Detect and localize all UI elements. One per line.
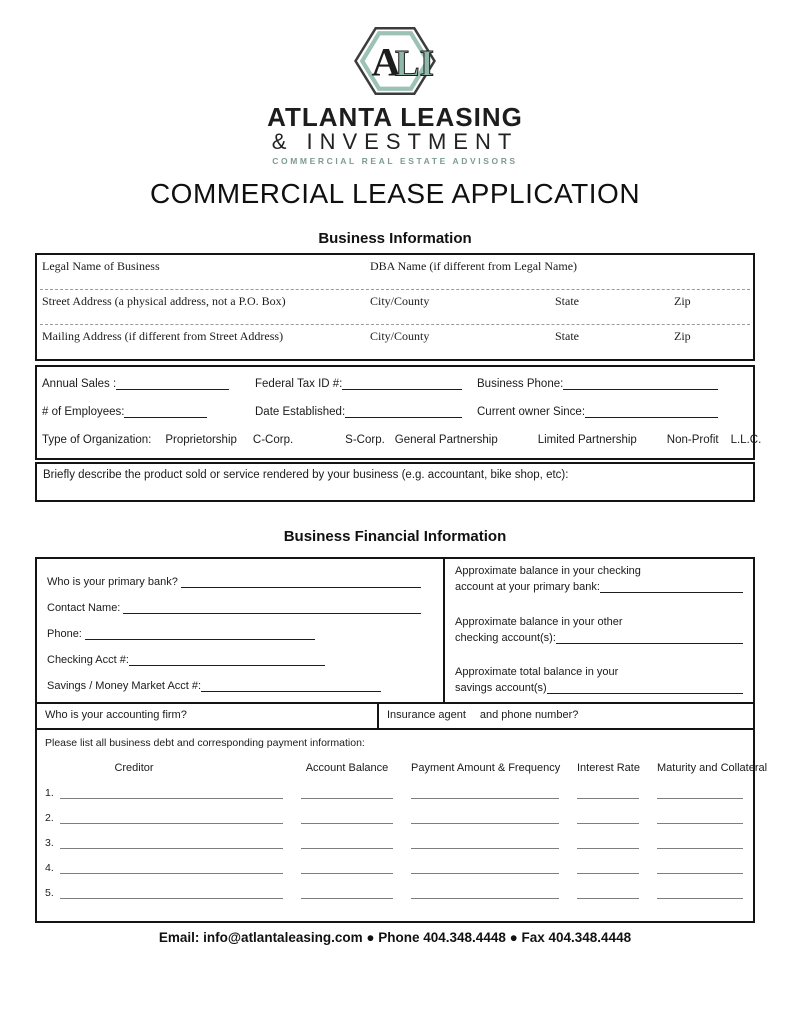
company-logo-hexagon-icon — [353, 22, 437, 100]
business-description-label: Briefly describe the product sold or service rendered by your business (e.g. accountant, bike shop, etc): — [43, 469, 569, 482]
debt-row-4-interest-line[interactable] — [577, 861, 639, 874]
org-type-label: Type of Organization: — [42, 434, 152, 447]
debt-row-3-number: 3. — [45, 837, 54, 850]
debt-row-5-creditor-line[interactable] — [60, 886, 283, 899]
debt-row-5-maturity-line[interactable] — [657, 886, 743, 899]
business-phone-label: Business Phone: — [477, 378, 564, 391]
org-option-c-corp[interactable]: C-Corp. — [252, 434, 294, 447]
debt-table-header — [45, 762, 768, 775]
federal-tax-field — [255, 377, 477, 390]
debt-row-4-balance-line[interactable] — [301, 861, 393, 874]
accounting-firm-cell[interactable] — [37, 704, 377, 728]
brand-name-line2: & INVESTMENT — [271, 129, 519, 154]
owner-since-label: Current owner Since: — [477, 406, 586, 419]
brand-header — [0, 0, 790, 166]
debt-row-2-creditor-line[interactable] — [60, 811, 283, 824]
business-phone-input-line[interactable] — [563, 377, 718, 390]
street-state-label: State — [555, 294, 579, 309]
insurance-agent-label: Insurance agent — [387, 709, 466, 722]
debt-row-5-payment-line[interactable] — [411, 886, 559, 899]
maturity-collateral-column-header: Maturity and Collateral — [657, 762, 768, 775]
debt-row-5-balance-line[interactable] — [301, 886, 393, 899]
dba-name-label: DBA Name (if different from Legal Name) — [370, 259, 578, 274]
org-option-limited-partnership[interactable]: Limited Partnership — [537, 434, 637, 447]
financial-information-box — [35, 557, 768, 923]
bank-contact-field — [47, 597, 433, 614]
savings-acct-field — [47, 675, 433, 692]
payment-amount-column-header: Payment Amount & Frequency — [411, 762, 561, 775]
checking-acct-label: Checking Acct #: — [47, 654, 129, 667]
business-details-box — [35, 365, 762, 460]
primary-bank-label: Who is your primary bank? — [47, 576, 178, 589]
footer-contact-line: Email: info@atlantaleasing.com ● Phone 404.348.4448 ● Fax 404.348.4448 — [158, 930, 632, 945]
checking-balance-line2: account at your primary bank: — [455, 581, 600, 594]
debt-row-5 — [45, 883, 743, 899]
debt-row-3-interest-line[interactable] — [577, 836, 639, 849]
checking-balance-line1: Approximate balance in your checking — [455, 565, 641, 578]
debt-row-1 — [45, 783, 743, 799]
federal-tax-input-line[interactable] — [342, 377, 462, 390]
details-row-2 — [42, 405, 748, 418]
org-option-llc[interactable]: L.L.C. — [730, 434, 762, 447]
street-address-label: Street Address (a physical address, not a P.O. Box) — [42, 294, 286, 309]
legal-name-label: Legal Name of Business — [42, 259, 160, 274]
annual-sales-input-line[interactable] — [116, 377, 229, 390]
owner-since-field — [477, 405, 748, 418]
business-information-heading: Business Information — [318, 230, 472, 248]
debt-row-3-creditor-line[interactable] — [60, 836, 283, 849]
debt-row-2 — [45, 808, 743, 824]
savings-balance-line2: savings account(s) — [455, 682, 547, 695]
debt-row-2-interest-line[interactable] — [577, 811, 639, 824]
annual-sales-field — [42, 377, 255, 390]
org-option-non-profit[interactable]: Non-Profit — [666, 434, 719, 447]
accounting-insurance-row — [37, 702, 753, 730]
owner-since-input-line[interactable] — [585, 405, 718, 418]
annual-sales-label: Annual Sales : — [42, 378, 117, 391]
debt-row-4 — [45, 858, 743, 874]
interest-rate-column-header: Interest Rate — [577, 762, 640, 775]
employees-input-line[interactable] — [124, 405, 207, 418]
business-phone-field — [477, 377, 748, 390]
savings-balance-input-line[interactable] — [547, 681, 743, 694]
savings-acct-label: Savings / Money Market Acct #: — [47, 680, 202, 693]
bank-phone-label: Phone: — [47, 628, 82, 641]
page-title: COMMERCIAL LEASE APPLICATION — [149, 178, 641, 210]
details-row-1 — [42, 377, 748, 390]
debt-row-3-maturity-line[interactable] — [657, 836, 743, 849]
mailing-state-label: State — [555, 329, 579, 344]
bank-contact-label: Contact Name: — [47, 602, 121, 615]
brand-name-line1: ATLANTA LEASING — [267, 102, 523, 132]
bank-phone-field — [47, 623, 433, 640]
debt-row-2-maturity-line[interactable] — [657, 811, 743, 824]
other-checking-input-line[interactable] — [556, 631, 743, 644]
business-debt-section — [37, 730, 768, 921]
bank-contact-input-line[interactable] — [123, 601, 421, 614]
street-address-row — [37, 290, 753, 324]
mailing-address-row — [37, 325, 753, 359]
savings-acct-input-line[interactable] — [201, 679, 381, 692]
date-established-field — [255, 405, 477, 418]
debt-row-1-interest-line[interactable] — [577, 786, 639, 799]
legal-name-row — [37, 255, 753, 289]
date-established-input-line[interactable] — [345, 405, 462, 418]
debt-row-4-payment-line[interactable] — [411, 861, 559, 874]
account-balance-column-header: Account Balance — [305, 762, 389, 775]
logo-letter-a: A — [371, 39, 401, 85]
checking-acct-input-line[interactable] — [129, 653, 325, 666]
primary-bank-field — [47, 571, 433, 588]
mailing-zip-label: Zip — [674, 329, 691, 344]
debt-row-2-number: 2. — [45, 812, 54, 825]
debt-row-3 — [45, 833, 743, 849]
brand-tagline: COMMERCIAL REAL ESTATE ADVISORS — [272, 156, 518, 167]
savings-balance-group — [455, 666, 743, 694]
savings-balance-line1: Approximate total balance in your — [455, 666, 619, 679]
primary-bank-cell — [37, 559, 445, 702]
debt-row-4-number: 4. — [45, 862, 54, 875]
employees-field — [42, 405, 255, 418]
other-checking-line1: Approximate balance in your other — [455, 615, 623, 628]
mailing-address-label: Mailing Address (if different from Street Address) — [42, 329, 284, 344]
mailing-city-county-label: City/County — [370, 329, 430, 344]
date-established-label: Date Established: — [255, 406, 346, 419]
org-option-general-partnership[interactable]: General Partnership — [394, 434, 498, 447]
debt-row-3-balance-line[interactable] — [301, 836, 393, 849]
bank-phone-input-line[interactable] — [85, 627, 315, 640]
debt-row-5-number: 5. — [45, 887, 54, 900]
debt-row-1-creditor-line[interactable] — [60, 786, 283, 799]
debt-intro-label: Please list all business debt and corresponding payment information: — [45, 737, 365, 750]
checking-balance-group — [455, 565, 743, 593]
debt-row-1-number: 1. — [45, 787, 54, 800]
debt-row-2-balance-line[interactable] — [301, 811, 393, 824]
other-checking-balance-group — [455, 616, 743, 644]
org-option-proprietorship[interactable]: Proprietorship — [165, 434, 237, 447]
checking-acct-field — [47, 649, 433, 666]
street-zip-label: Zip — [674, 294, 691, 309]
bank-and-balances-section — [37, 559, 753, 702]
debt-row-4-maturity-line[interactable] — [657, 861, 743, 874]
other-checking-line2: checking account(s): — [455, 631, 556, 644]
balances-cell — [445, 559, 753, 702]
organization-type-row — [42, 434, 762, 447]
financial-information-heading: Business Financial Information — [283, 528, 507, 546]
debt-row-2-payment-line[interactable] — [411, 811, 559, 824]
logo-letters-li: LI — [395, 42, 435, 84]
accounting-firm-label: Who is your accounting firm? — [45, 709, 187, 722]
debt-row-1-balance-line[interactable] — [301, 786, 393, 799]
insurance-phone-label: and phone number? — [479, 709, 579, 722]
checking-balance-input-line[interactable] — [600, 580, 743, 593]
insurance-agent-cell[interactable] — [377, 704, 753, 728]
org-option-s-corp[interactable]: S-Corp. — [345, 434, 385, 447]
employees-label: # of Employees: — [42, 406, 125, 419]
debt-row-1-maturity-line[interactable] — [657, 786, 743, 799]
creditor-column-header: Creditor — [114, 762, 154, 775]
debt-row-5-interest-line[interactable] — [577, 886, 639, 899]
federal-tax-label: Federal Tax ID #: — [255, 378, 343, 391]
debt-row-3-payment-line[interactable] — [411, 836, 559, 849]
business-identity-box — [35, 253, 755, 361]
business-description-box[interactable] — [35, 462, 755, 502]
debt-row-1-payment-line[interactable] — [411, 786, 559, 799]
debt-row-4-creditor-line[interactable] — [60, 861, 283, 874]
primary-bank-input-line[interactable] — [181, 575, 421, 588]
street-city-county-label: City/County — [370, 294, 430, 309]
